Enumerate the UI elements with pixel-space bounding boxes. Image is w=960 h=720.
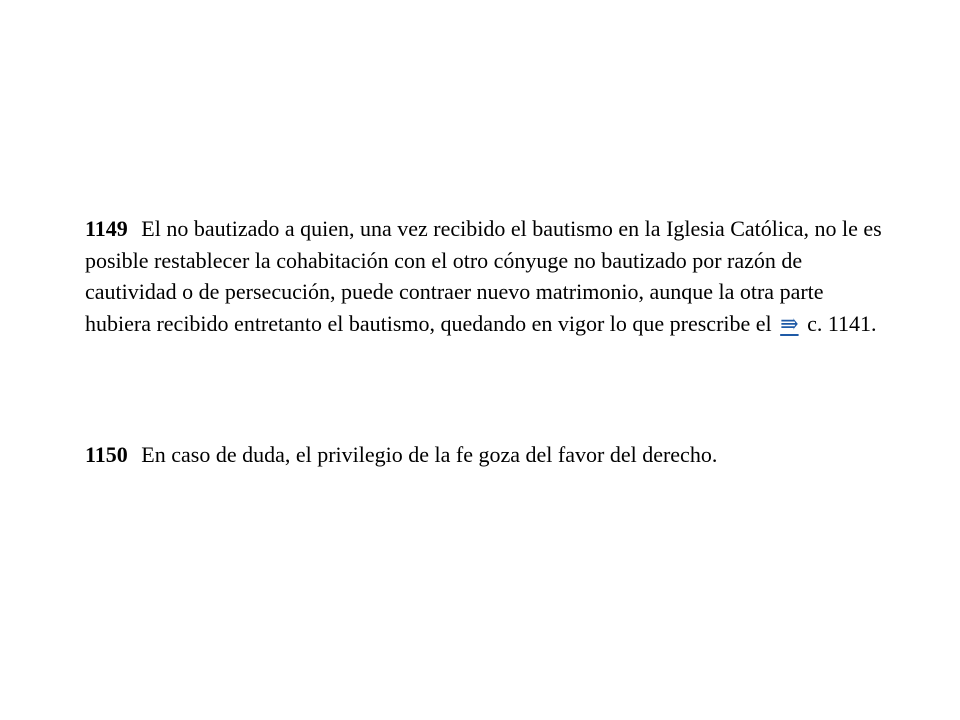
canon-1150 [85,439,885,471]
canon-number: 1149 [85,216,128,241]
triple-right-arrow-icon: ⇛ [780,310,799,336]
canon-text: En caso de duda, el privilegio de la fe goza del favor del derecho. [141,442,718,467]
canon-number: 1150 [85,442,128,467]
cross-reference-link[interactable] [777,311,801,336]
canon-text: El no bautizado a quien, una vez recibido el bautismo en la Iglesia Católica, no le es posible restablecer la cohabitación con el otro cónyuge no bautizado por razón de cautividad o de persecución, puede contraer nuevo matrimonio, aunque la otra parte hubiera recibido entretanto el bautismo, quedando en vigor lo que prescribe el [85,216,882,336]
canon-reference-text: c. 1141. [807,310,877,336]
canon-1149 [85,213,885,339]
